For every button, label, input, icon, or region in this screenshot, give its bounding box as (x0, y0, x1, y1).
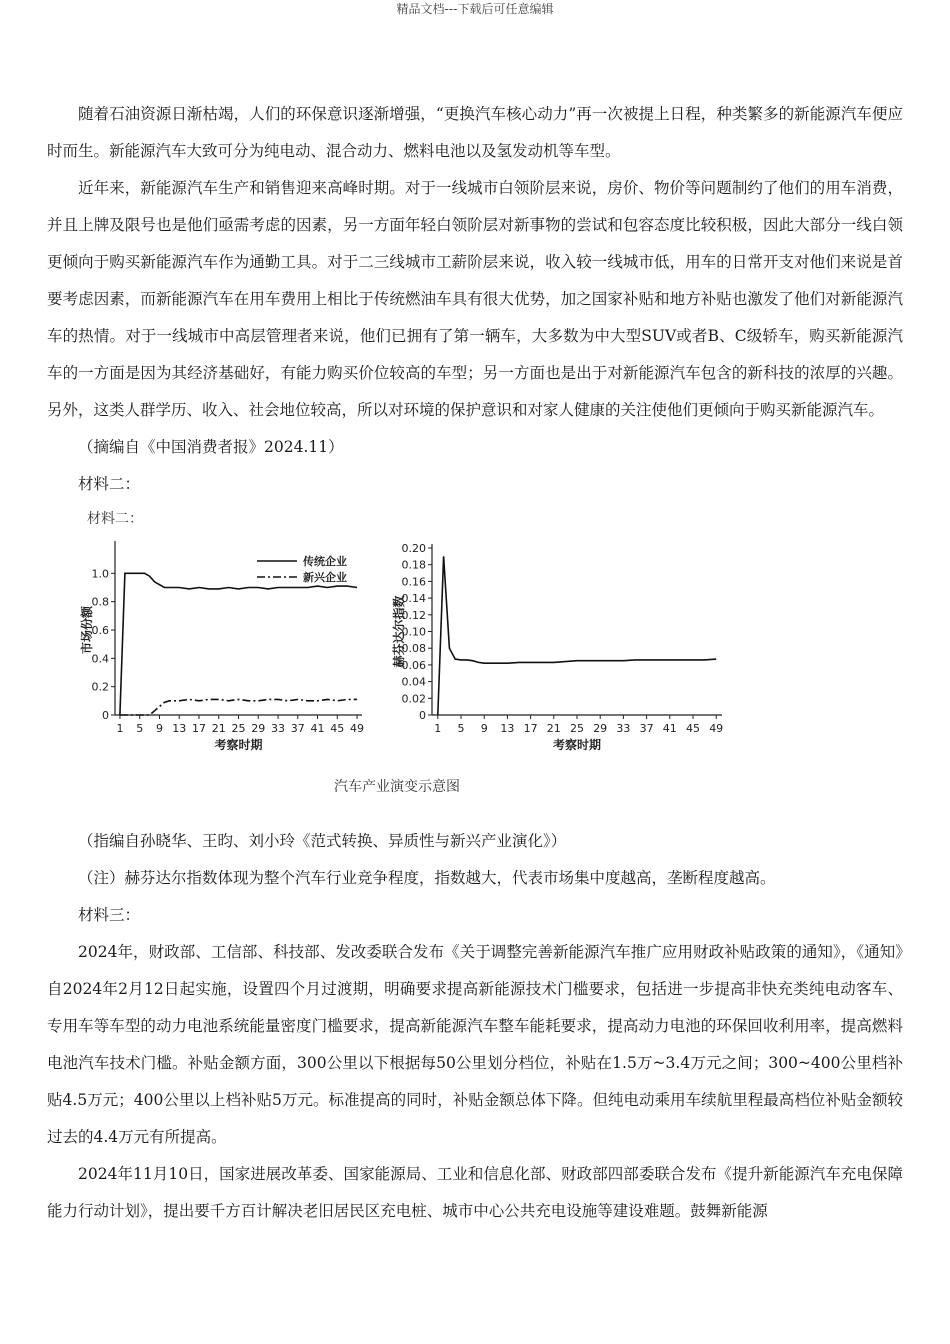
chart1-y-tick-label: 0.8 (91, 595, 109, 609)
paragraph-consumers: 近年来，新能源汽车生产和销售迎来高峰时期。对于一线城市白领阶层来说，房价、物价等问题制约了他们的用车消费，并且上牌及限号也是他们亟需考虑的因素，另一方面年轻白领阶层对新事物的尝试和包容态度比较积极，因此大部分一线白领更倾向于购买新能源汽车作为通勤工具。对于二三线城市工薪阶层来说，收入较一线城市低，用车的日常开支对他们来说是首要考虑因素，而新能源汽车在用车费用上相比于传统燃油车具有很大优势，加之国家补贴和地方补贴也激发了他们对新能源汽车的热情。对于一线城市中高层管理者来说，他们已拥有了第一辆车，大多数为中大型SUV或者B、C级轿车，购买新能源汽车的一方面是因为其经济基础好，有能力购买价位较高的车型；另一方面也是出于对新能源汽车包含的新科技的浓厚的兴趣。另外，这类人群学历、收入、社会地位较高，所以对环境的保护意识和对家人健康的关注使他们更倾向于购买新能源汽车。 (47, 179, 903, 419)
figure-caption: 汽车产业演变示意图 (334, 779, 460, 795)
chart2-x-tick-label: 41 (662, 722, 677, 735)
chart1-x-tick-label: 25 (231, 722, 246, 735)
herfindahl-note: （注）赫芬达尔指数体现为整个汽车行业竞争程度，指数越大，代表市场集中度越高，垄断程度越高。 (78, 869, 776, 887)
chart1-x-tick-label: 33 (271, 722, 286, 735)
chart1-y-tick-label: 0 (102, 709, 109, 722)
chart2-y-tick-label: 0.08 (401, 642, 426, 656)
legend-label-1: 传统企业 (303, 555, 347, 568)
chart1-series-line-2 (120, 699, 357, 715)
chart2-series-line-1 (438, 556, 716, 715)
legend-label-2: 新兴企业 (303, 571, 347, 584)
chart2-x-tick-label: 1 (434, 722, 442, 735)
chart2-x-tick-label: 29 (593, 722, 608, 735)
chart1-x-tick-label: 5 (136, 722, 144, 735)
chart2-x-tick-label: 49 (709, 722, 724, 735)
paragraph-subsidy-policy: 2024年，财政部、工信部、科技部、发改委联合发布《关于调整完善新能源汽车推广应用财政补贴政策的通知》，《通知》自2024年2月12日起实施，设置四个月过渡期，明确要求提高新能源技术门槛要求，包括进一步提高非快充类纯电动客车、专用车等车型的动力电池系统能量密度门槛要求，提高新能源汽车整车能耗要求，提高动力电池的环保回收利用率，提高燃料电池汽车技术门槛。补贴金额方面，300公里以下根据每50公里划分档位，补贴在1.5万~3.4万元之间；300~400公里档补贴4.5万元；400公里以上档补贴5万元。标准提高的同时，补贴金额总体下降。但纯电动乘用车续航里程最高档位补贴金额较过去的4.4万元有所提高。 (47, 943, 903, 1146)
chart2-y-axis-label: 赫芬达尔指数 (392, 595, 406, 668)
chart1-y-tick-label: 0.2 (91, 680, 109, 694)
chart1-x-axis-label: 考察时期 (214, 738, 263, 752)
chart2-y-tick-label: 0 (419, 709, 426, 722)
chart1-y-axis-label: 市场份额 (80, 605, 94, 655)
material-three-label: 材料三： (78, 906, 141, 924)
chart1-x-tick-label: 9 (155, 722, 163, 735)
page-header: 精品文档---下载后可任意编辑 (396, 2, 554, 16)
paragraph-intro: 随着石油资源日渐枯竭，人们的环保意识逐渐增强，“更换汽车核心动力”再一次被提上日程，种类繁多的新能源汽车便应时而生。新能源汽车大致可分为纯电动、混合动力、燃料电池以及氢发动机等车型。 (47, 105, 903, 160)
figure-inner-label: 材料二： (87, 511, 143, 527)
source-note-2: （指编自孙晓华、王昀、刘小玲《范式转换、异质性与新兴产业演化》） (78, 832, 567, 850)
paragraph-charging-plan: 2024年11月10日，国家进展改革委、国家能源局、工业和信息化部、财政部四部委联合发布《提升新能源汽车充电保障能力行动计划》，提出要千方百计解决老旧居民区充电桩、城市中心公共充电设施等建设难题。鼓舞新能源 (47, 1165, 903, 1220)
chart2-y-tick-label: 0.20 (401, 542, 426, 555)
source-note-1: （摘编自《中国消费者报》2024.11） (78, 438, 344, 456)
chart1-x-tick-label: 37 (290, 722, 305, 735)
chart2-x-tick-label: 33 (616, 722, 631, 735)
chart2-y-tick-label: 0.06 (401, 658, 426, 672)
chart2-x-axis-label: 考察时期 (552, 738, 602, 752)
chart1-x-tick-label: 49 (350, 722, 365, 735)
figure-industry-evolution (47, 503, 903, 823)
chart2-x-tick-label: 45 (686, 722, 700, 735)
chart2-y-tick-label: 0.16 (401, 575, 426, 589)
chart2-x-tick-label: 9 (480, 722, 488, 735)
figure-svg (77, 503, 777, 803)
chart2-x-tick-label: 5 (457, 722, 465, 735)
chart1-y-tick-label: 1.0 (91, 567, 109, 581)
chart1-x-tick-label: 17 (191, 722, 206, 735)
material-two-label: 材料二： (78, 475, 141, 493)
chart2-y-tick-label: 0.14 (401, 592, 426, 606)
chart2-x-tick-label: 21 (546, 722, 561, 735)
chart1-x-tick-label: 45 (330, 722, 345, 735)
chart1-x-tick-label: 13 (172, 722, 187, 735)
chart1-x-tick-label: 1 (116, 722, 124, 735)
chart1-series-line-1 (120, 573, 357, 715)
chart1-x-tick-label: 21 (211, 722, 226, 735)
chart1-x-tick-label: 41 (310, 722, 325, 735)
chart2-y-tick-label: 0.18 (401, 558, 426, 572)
chart2-y-tick-label: 0.12 (401, 608, 426, 622)
chart2-y-tick-label: 0.04 (401, 675, 426, 689)
chart2-x-tick-label: 13 (500, 722, 515, 735)
chart1-y-tick-label: 0.4 (91, 652, 109, 666)
chart1-y-tick-label: 0.6 (91, 624, 109, 637)
document-body (47, 96, 903, 1230)
chart2-x-tick-label: 37 (639, 722, 654, 735)
chart1-x-tick-label: 29 (251, 722, 266, 735)
chart2-y-tick-label: 0.02 (401, 692, 426, 706)
chart2-x-tick-label: 17 (523, 722, 538, 735)
chart2-x-tick-label: 25 (570, 722, 584, 735)
chart2-y-tick-label: 0.10 (401, 625, 426, 639)
